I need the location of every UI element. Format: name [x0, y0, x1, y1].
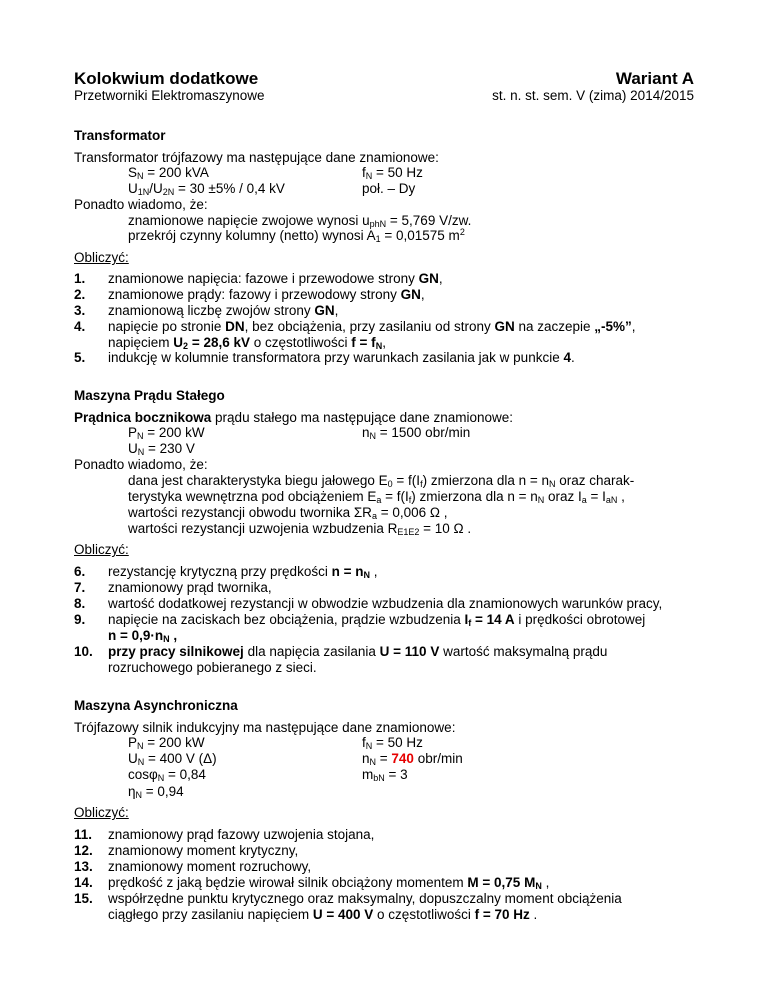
task-5: 5. indukcję w kolumnie transformatora przy warunkach zasilania jak w punkcie 4. — [74, 350, 575, 365]
task-7: 7. znamionowy prąd twornika, — [74, 580, 272, 595]
async-mb: $m_{bN} = 3$ — [362, 767, 408, 783]
task-3: 3. znamionową liczbę zwojów strony GN, — [74, 303, 339, 318]
transformer-intro: Transformator trójfazowy ma następujące dane znamionowe: — [74, 150, 439, 165]
highlighted-speed: 740 — [391, 751, 414, 766]
dc-known-line1: dana jest charakterystyka biegu jałowego $E_0 = f(I_f)$ zmierzona dla $n = n_N$ oraz charak- — [128, 473, 635, 489]
task-15: 15. współrzędne punktu krytycznego oraz maksymalny, dopuszczalny moment obciążenia — [74, 891, 622, 906]
async-intro: Trójfazowy silnik indukcyjny ma następujące dane znamionowe: — [74, 720, 456, 735]
dc-heading: Maszyna Prądu Stałego — [74, 388, 225, 403]
task-6: 6. rezystancję krytyczną przy prędkości $n = n_N$ , — [74, 564, 378, 580]
task-1: 1. znamionowe napięcia: fazowe i przewodowe strony GN, — [74, 271, 443, 286]
task-12: 12. znamionowy moment krytyczny, — [74, 843, 299, 858]
task-9: 9. napięcie na zaciskach bez obciążenia, prądzie wzbudzenia $I_f = 14$ A i prędkości obrotowej — [74, 612, 646, 628]
course-subtitle: Przetworniki Elektromaszynowe — [74, 88, 265, 103]
dc-known: Ponadto wiadomo, że: — [74, 457, 208, 472]
async-fn: $f_N = 50$ Hz — [362, 735, 423, 751]
variant-label: Wariant A — [615, 69, 694, 88]
dc-compute-label: Obliczyć: — [74, 542, 129, 557]
transformer-heading: Transformator — [74, 128, 166, 143]
dc-known-line3: wartości rezystancji obwodu twornika $\Sigma R_a = 0,006$ Ω , — [128, 505, 448, 521]
transformer-sn: $S_N = 200$ kVA — [128, 165, 209, 181]
task-8: 8. wartość dodatkowej rezystancji w obwodzie wzbudzenia dla znamionowych warunków pracy, — [74, 596, 663, 611]
dc-known-line4: wartości rezystancji uzwojenia wzbudzenia $R_{E1E2} = 10$ Ω . — [128, 521, 472, 537]
dc-un: $U_N = 230$ V — [128, 441, 195, 457]
transformer-core-area: przekrój czynny kolumny (netto) wynosi $A_1 = 0,01575$ $m^2$ — [128, 227, 465, 244]
task-14: 14. prędkość z jaką będzie wirował silnik obciążony momentem M = 0,75 $M_N$ , — [74, 875, 550, 891]
task-4-line2: napięciem $U_2 = 28,6$ kV o częstotliwości $f = f_N$, — [108, 335, 386, 351]
task-10-line2: rozruchowego pobieranego z sieci. — [108, 660, 317, 675]
transformer-connection: poł. – Dy — [362, 181, 416, 196]
task-2: 2. znamionowe prądy: fazowy i przewodowy strony GN, — [74, 287, 425, 302]
async-heading: Maszyna Asynchroniczna — [74, 698, 238, 713]
dc-nn: $n_N = 1500$ obr/min — [362, 425, 471, 441]
task-15-line2: ciągłego przy zasilaniu napięciem U = 400 V o częstotliwości f = 70 Hz . — [108, 907, 538, 922]
task-11: 11. znamionowy prąd fazowy uzwojenia stojana, — [74, 827, 375, 842]
semester-info: st. n. st. sem. V (zima) 2014/2015 — [492, 88, 694, 103]
async-cos: cosφ$_N$ = 0,84 — [128, 767, 206, 783]
transformer-known: Ponadto wiadomo, że: — [74, 197, 208, 212]
document-title: Kolokwium dodatkowe — [74, 69, 259, 88]
async-pn: $P_N = 200$ kW — [128, 735, 205, 751]
transformer-fn: $f_N = 50$ Hz — [362, 165, 423, 181]
async-un: $U_N = 400$ V (Δ) — [128, 751, 217, 767]
transformer-voltage-ratio: $U_{1N}/U_{2N} = 30 \pm 5\% / 0,4$ kV — [128, 181, 285, 197]
transformer-compute-label: Obliczyć: — [74, 250, 129, 265]
task-4: 4. napięcie po stronie DN, bez obciążenia, przy zasilaniu od strony GN na zaczepie „-5%”, — [74, 319, 636, 334]
async-compute-label: Obliczyć: — [74, 805, 129, 820]
transformer-turn-voltage: znamionowe napięcie zwojowe wynosi $u_{phN} = 5,769$ V/zw. — [128, 213, 472, 229]
task-10: 10. przy pracy silnikowej dla napięcia zasilania U = 110 V wartość maksymalną prądu — [74, 644, 608, 659]
async-nn: $n_N = 740$ obr/min — [362, 751, 463, 767]
task-9-line2: $n = 0,9\cdot n_N$ , — [108, 628, 178, 644]
dc-pn: $P_N = 200$ kW — [128, 425, 205, 441]
async-eta: $\eta_N = 0,94$ — [128, 784, 184, 800]
task-13: 13. znamionowy moment rozruchowy, — [74, 859, 312, 874]
dc-intro: Prądnica bocznikowa prądu stałego ma następujące dane znamionowe: — [74, 410, 513, 425]
dc-known-line2: terystyka wewnętrzna pod obciążeniem $E_a = f(I_f)$ zmierzona dla $n = n_N$ oraz $I_a = I_{aN}$ , — [128, 489, 625, 505]
